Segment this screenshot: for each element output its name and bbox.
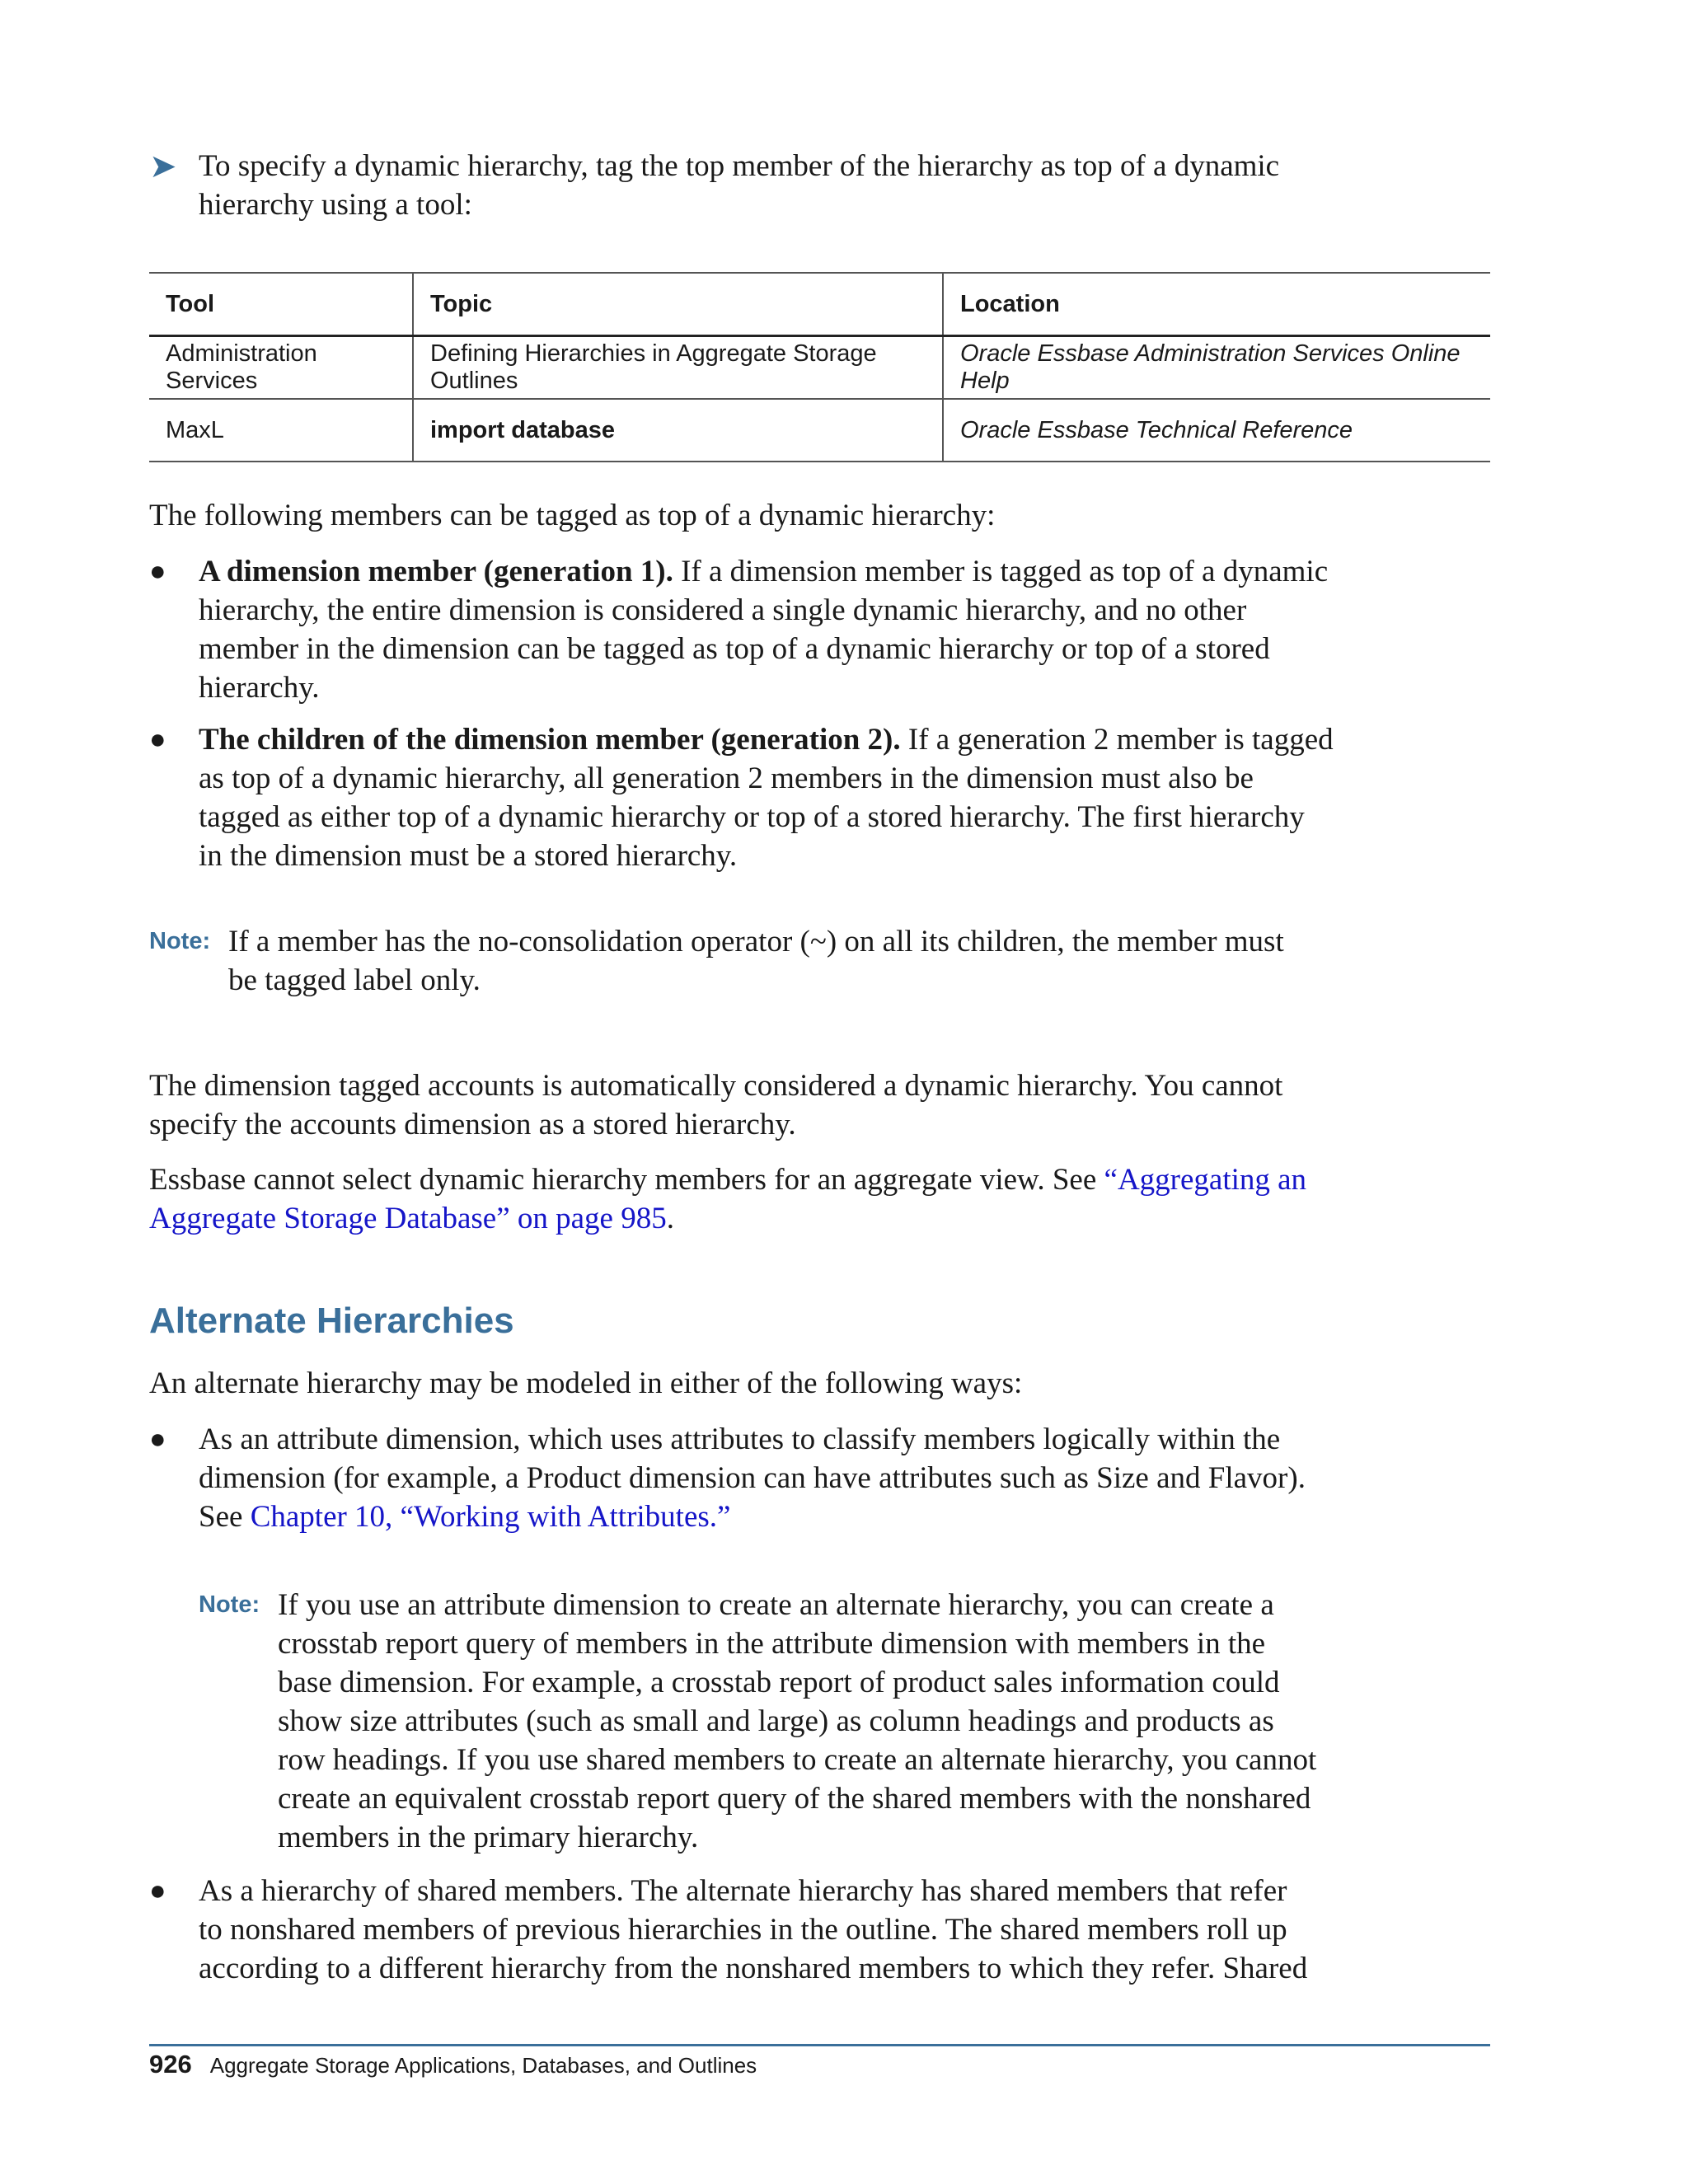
table-cell-topic: Defining Hierarchies in Aggregate Storage Outlines — [413, 336, 943, 400]
note-line: be tagged label only. — [228, 963, 481, 997]
bullet-attribute-dimension — [199, 1420, 1534, 1536]
note-attribute-crosstab — [278, 1586, 1547, 1857]
page-number: 926 — [149, 2050, 192, 2079]
bullet-line: tagged as either top of a dynamic hierarchy or top of a stored hierarchy. The first hierarchy — [199, 800, 1305, 834]
paragraph-line: The dimension tagged accounts is automatically considered a dynamic hierarchy. You cannot — [149, 1069, 1283, 1103]
intro-alternate: An alternate hierarchy may be modeled in either of the following ways: — [149, 1366, 1023, 1400]
bullet-dot: ● — [149, 556, 166, 587]
table-header-tool: Tool — [149, 273, 413, 336]
table-cell-topic: import database — [413, 399, 943, 462]
bullet-line: to nonshared members of previous hierarchies in the outline. The shared members roll up — [199, 1913, 1287, 1947]
bullet-line: according to a different hierarchy from the nonshared members to which they refer. Shared — [199, 1952, 1308, 1985]
bullet-line: dimension (for example, a Product dimension can have attributes such as Size and Flavor). — [199, 1461, 1306, 1495]
footer — [149, 2050, 757, 2079]
section-heading: Alternate Hierarchies — [149, 1301, 514, 1341]
link-text[interactable]: “Aggregating an — [1104, 1163, 1307, 1197]
paragraph-essbase — [149, 1160, 1517, 1238]
procedure-arrow-icon: ➤ — [149, 148, 177, 185]
note-line: members in the primary hierarchy. — [278, 1821, 699, 1854]
bullet-dot: ● — [149, 1876, 166, 1906]
table-header-row — [149, 273, 1490, 336]
bullet-line: member in the dimension can be tagged as top of a dynamic hierarchy or top of a stored — [199, 632, 1270, 666]
footer-title: Aggregate Storage Applications, Databases, and Outlines — [209, 2053, 757, 2078]
procedure-line-2: hierarchy using a tool: — [199, 188, 472, 222]
note-line: base dimension. For example, a crosstab report of product sales information could — [278, 1666, 1280, 1699]
link-working-with-attributes[interactable]: Chapter 10, “Working with Attributes.” — [250, 1500, 731, 1534]
bullet-generation-1 — [199, 552, 1517, 707]
bullet-line: hierarchy, the entire dimension is considered a single dynamic hierarchy, and no other — [199, 593, 1247, 627]
bullet-dot: ● — [149, 724, 166, 755]
table-header-topic: Topic — [413, 273, 943, 336]
procedure-text — [199, 147, 1435, 224]
bullet-bold-lead: A dimension member (generation 1). — [199, 555, 673, 588]
bullet-bold-lead: The children of the dimension member (generation 2). — [199, 723, 901, 757]
bullet-generation-2 — [199, 720, 1517, 875]
footer-rule — [149, 2044, 1490, 2046]
table-header-location: Location — [943, 273, 1490, 336]
bullet-line: hierarchy. — [199, 671, 320, 705]
note-line: crosstab report query of members in the attribute dimension with members in the — [278, 1627, 1266, 1661]
bullet-line: As a hierarchy of shared members. The alternate hierarchy has shared members that refer — [199, 1874, 1287, 1908]
bullet-line: as top of a dynamic hierarchy, all generation 2 members in the dimension must also be — [199, 762, 1254, 795]
note-line: If a member has the no-consolidation operator (~) on all its children, the member must — [228, 925, 1284, 958]
note-no-consolidation — [228, 922, 1514, 1000]
bullet-line: As an attribute dimension, which uses attributes to classify members logically within the — [199, 1422, 1281, 1456]
note-label-text: Note: — [149, 928, 211, 954]
note-label-text: Note: — [199, 1591, 260, 1618]
table-cell-location: Oracle Essbase Technical Reference — [943, 399, 1490, 462]
table-row — [149, 336, 1490, 400]
procedure-line-1: To specify a dynamic hierarchy, tag the top member of the hierarchy as top of a dynamic — [199, 149, 1280, 183]
link-text[interactable]: Aggregate Storage Database” on page 985 — [149, 1202, 667, 1235]
note-line: show size attributes (such as small and large) as column headings and products as — [278, 1704, 1274, 1738]
tool-table — [149, 272, 1490, 462]
note-line: create an equivalent crosstab report query of the shared members with the nonshared — [278, 1782, 1311, 1816]
paragraph-accounts — [149, 1066, 1484, 1144]
paragraph-end: . — [666, 1202, 674, 1235]
note-label — [149, 928, 210, 955]
bullet-line: See — [199, 1500, 251, 1534]
note-line: row headings. If you use shared members to create an alternate hierarchy, you cannot — [278, 1743, 1317, 1777]
table-row — [149, 399, 1490, 462]
table-cell-tool: Administration Services — [149, 336, 413, 400]
table-cell-tool: MaxL — [149, 399, 413, 462]
note-line: If you use an attribute dimension to create an alternate hierarchy, you can create a — [278, 1588, 1274, 1622]
note-label — [199, 1591, 260, 1619]
bullet-line: in the dimension must be a stored hierarchy. — [199, 839, 738, 873]
bullet-line: If a dimension member is tagged as top of a dynamic — [673, 555, 1329, 588]
bullet-line: If a generation 2 member is tagged — [900, 723, 1334, 757]
bullet-shared-members — [199, 1872, 1534, 1988]
bullet-dot: ● — [149, 1424, 166, 1455]
paragraph-text: Essbase cannot select dynamic hierarchy members for an aggregate view. See — [149, 1163, 1104, 1197]
intro-members: The following members can be tagged as top of a dynamic hierarchy: — [149, 499, 996, 532]
paragraph-line: specify the accounts dimension as a stored hierarchy. — [149, 1108, 796, 1141]
table-cell-location: Oracle Essbase Administration Services Online Help — [943, 336, 1490, 400]
